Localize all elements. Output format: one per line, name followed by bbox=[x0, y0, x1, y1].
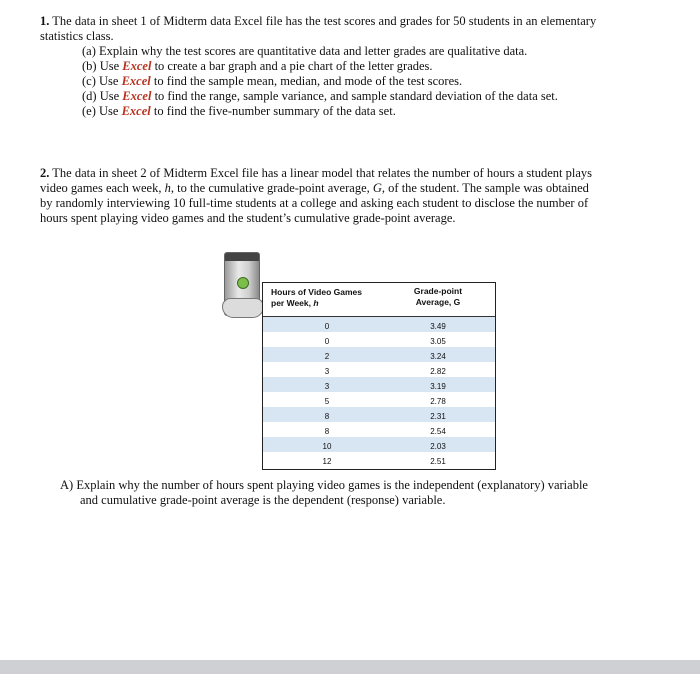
question-1-intro-line2: statistics class. bbox=[40, 29, 114, 43]
bottom-scroll-bar bbox=[0, 660, 700, 674]
subitem-a-text: (a) Explain why the test scores are quantitative data and letter grades are qualitative data. bbox=[82, 44, 528, 58]
variable-h: h bbox=[164, 181, 171, 195]
hours-cell: 8 bbox=[324, 427, 330, 436]
gpa-cell: 2.78 bbox=[430, 397, 446, 406]
hours-cell: 2 bbox=[324, 352, 330, 361]
header-hours bbox=[271, 287, 391, 309]
hours-cell: 3 bbox=[324, 382, 330, 391]
question-2a bbox=[60, 478, 660, 508]
header-hours-line1: Hours of Video Games bbox=[271, 287, 363, 297]
excel-keyword: Excel bbox=[121, 74, 151, 88]
gpa-cell: 3.19 bbox=[430, 382, 446, 391]
gpa-cell: 2.54 bbox=[430, 427, 446, 436]
subitem-c-suffix: to find the sample mean, median, and mode of the test scores. bbox=[150, 74, 463, 88]
hours-cell: 10 bbox=[322, 442, 332, 451]
table-row bbox=[263, 317, 495, 332]
question-2-number: 2. bbox=[40, 166, 50, 180]
table-row bbox=[263, 422, 495, 437]
question-2-line3: by randomly interviewing 10 full-time students at a college and asking each student to disclose the number of bbox=[40, 196, 589, 210]
table-row bbox=[263, 362, 495, 377]
console-top bbox=[225, 253, 259, 261]
game-controller-icon bbox=[222, 298, 264, 318]
hours-cell: 5 bbox=[324, 397, 330, 406]
gpa-cell: 3.49 bbox=[430, 322, 446, 331]
question-2-line4: hours spent playing video games and the student’s cumulative grade-point average. bbox=[40, 211, 456, 225]
question-1-intro-line1: The data in sheet 1 of Midterm data Excel file has the test scores and grades for 50 students in an elementary bbox=[49, 14, 597, 28]
table-row bbox=[263, 347, 495, 362]
subitem-c bbox=[82, 74, 655, 89]
excel-keyword: Excel bbox=[121, 104, 151, 118]
header-gpa-line2: Average, G bbox=[415, 297, 461, 307]
subitem-d-suffix: to find the range, sample variance, and sample standard deviation of the data set. bbox=[151, 89, 558, 103]
question-2-line2 bbox=[40, 181, 655, 196]
subitem-d bbox=[82, 89, 655, 104]
header-gpa-line1: Grade-point bbox=[413, 286, 463, 296]
question-1-subitems bbox=[82, 44, 655, 119]
subitem-b bbox=[82, 59, 655, 74]
gpa-cell: 3.05 bbox=[430, 337, 446, 346]
header-gpa bbox=[403, 286, 473, 308]
table-header bbox=[263, 283, 495, 317]
gpa-cell: 2.82 bbox=[430, 367, 446, 376]
question-2-line2-part-a: video games each week, bbox=[40, 181, 165, 195]
variable-g: G bbox=[372, 181, 382, 195]
question-2a-line2: and cumulative grade-point average is the dependent (response) variable. bbox=[80, 493, 446, 507]
excel-keyword: Excel bbox=[122, 59, 152, 73]
header-hours-line2-text: per Week, bbox=[271, 298, 314, 308]
subitem-b-suffix: to create a bar graph and a pie chart of the letter grades. bbox=[151, 59, 433, 73]
hours-cell: 0 bbox=[324, 322, 330, 331]
question-1-number: 1. bbox=[40, 14, 50, 28]
gpa-cell: 2.51 bbox=[430, 457, 446, 466]
excel-keyword: Excel bbox=[122, 89, 152, 103]
hours-cell: 3 bbox=[324, 367, 330, 376]
gpa-cell: 2.03 bbox=[430, 442, 446, 451]
header-hours-variable: h bbox=[313, 298, 319, 308]
subitem-e bbox=[82, 104, 655, 119]
question-2a-line1: A) Explain why the number of hours spent playing video games is the independent (explanatory) variable bbox=[60, 478, 588, 492]
subitem-a bbox=[82, 44, 655, 59]
subitem-e-prefix: (e) Use bbox=[82, 104, 122, 118]
hours-cell: 12 bbox=[322, 457, 332, 466]
gpa-cell: 2.31 bbox=[430, 412, 446, 421]
question-2-line1 bbox=[40, 166, 655, 181]
table-row bbox=[263, 437, 495, 452]
table-row bbox=[263, 407, 495, 422]
subitem-c-prefix: (c) Use bbox=[82, 74, 122, 88]
question-2-line2-part-b: , to the cumulative grade-point average, bbox=[170, 181, 373, 195]
table-row bbox=[263, 377, 495, 392]
header-hours-line2 bbox=[271, 298, 391, 309]
data-table bbox=[262, 282, 496, 470]
console-power-icon bbox=[237, 277, 249, 289]
question-2 bbox=[40, 166, 655, 226]
question-2-line1-text: The data in sheet 2 of Midterm Excel file has a linear model that relates the number of hours a student plays bbox=[49, 166, 593, 180]
question-1 bbox=[40, 14, 655, 119]
question-1-intro bbox=[40, 14, 655, 29]
hours-cell: 0 bbox=[324, 337, 330, 346]
table-row bbox=[263, 392, 495, 407]
table-row bbox=[263, 332, 495, 347]
subitem-e-suffix: to find the five-number summary of the data set. bbox=[150, 104, 396, 118]
table-row bbox=[263, 452, 495, 467]
hours-cell: 8 bbox=[324, 412, 330, 421]
question-2-line2-part-c: , of the student. The sample was obtained bbox=[381, 181, 589, 195]
gpa-cell: 3.24 bbox=[430, 352, 446, 361]
subitem-d-prefix: (d) Use bbox=[82, 89, 123, 103]
subitem-b-prefix: (b) Use bbox=[82, 59, 123, 73]
